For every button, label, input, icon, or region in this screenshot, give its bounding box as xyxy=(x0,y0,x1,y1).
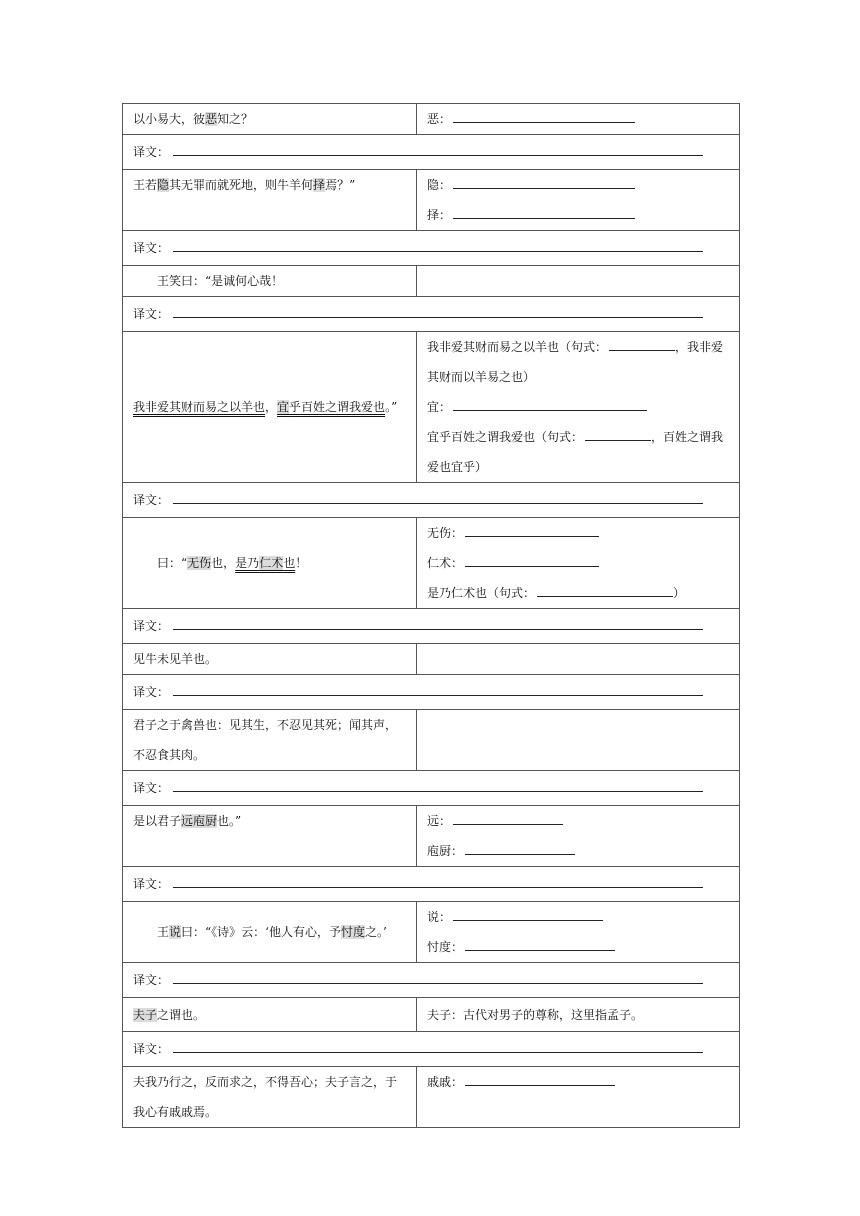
note-cell xyxy=(417,806,740,867)
source-text: 也， xyxy=(211,556,236,570)
translation-row-5 xyxy=(123,609,740,644)
highlighted-word: 无伤 xyxy=(187,556,212,570)
note-cell-empty xyxy=(417,644,740,675)
translation-row-1 xyxy=(123,135,740,170)
translation-cell xyxy=(123,231,740,266)
note-cell xyxy=(417,518,740,609)
answer-blank[interactable] xyxy=(453,208,635,219)
source-text: 以小易大，彼 xyxy=(133,112,206,126)
source-cell xyxy=(123,104,417,135)
note-label: 仁术： xyxy=(427,556,464,570)
translation-answer-line[interactable] xyxy=(173,619,703,630)
note-label: 说： xyxy=(427,910,452,924)
answer-blank[interactable] xyxy=(465,1075,615,1086)
answer-blank[interactable] xyxy=(453,178,635,189)
source-row-7 xyxy=(123,710,740,771)
answer-blank[interactable] xyxy=(537,586,673,597)
answer-blank[interactable] xyxy=(609,340,675,351)
note-text: 我非爱其财而易之以羊也（句式： xyxy=(427,340,608,354)
underlined-sentence: 乎百姓之谓我爱也 xyxy=(289,400,386,414)
source-cell xyxy=(123,998,417,1032)
answer-blank[interactable] xyxy=(453,814,563,825)
highlighted-word: 说 xyxy=(169,925,182,939)
source-text: 。” xyxy=(385,400,398,414)
answer-blank[interactable] xyxy=(465,844,575,855)
source-row-10 xyxy=(123,998,740,1032)
source-text: 夫我乃行之，反而求之，不得吾心；夫子言之，于我心有戚戚焉。 xyxy=(133,1075,398,1119)
source-text: 曰：“《诗》云：‘他人有心，予 xyxy=(181,925,341,939)
answer-blank[interactable] xyxy=(585,430,651,441)
source-text: 也。” xyxy=(217,814,242,828)
source-row-9 xyxy=(123,902,740,963)
translation-cell xyxy=(123,771,740,806)
answer-blank[interactable] xyxy=(453,910,603,921)
source-text: 王若 xyxy=(133,178,158,192)
note-text: ，百姓之谓我爱也宜乎） xyxy=(427,430,724,474)
translation-label: 译文： xyxy=(133,877,170,891)
translation-label: 译文： xyxy=(133,781,170,795)
source-cell xyxy=(123,902,417,963)
note-label: 恶： xyxy=(427,112,452,126)
translation-cell xyxy=(123,483,740,518)
source-cell xyxy=(123,1067,417,1128)
note-label: 庖厨： xyxy=(427,844,464,858)
note-text: 夫子：古代对男子的尊称，这里指孟子。 xyxy=(427,1007,644,1022)
source-text: ！ xyxy=(295,556,308,570)
source-text: 之。’ xyxy=(365,925,387,939)
source-cell xyxy=(123,710,417,771)
note-cell xyxy=(417,998,740,1032)
highlighted-word: 忖 xyxy=(340,925,353,939)
source-row-5 xyxy=(123,518,740,609)
answer-blank[interactable] xyxy=(453,112,635,123)
answer-blank[interactable] xyxy=(465,556,599,567)
highlighted-word: 择 xyxy=(313,178,326,192)
translation-row-10 xyxy=(123,1032,740,1067)
translation-row-2 xyxy=(123,231,740,266)
translation-cell xyxy=(123,609,740,644)
translation-cell xyxy=(123,675,740,710)
underlined-sentence: 是乃 xyxy=(235,556,260,570)
underlined-sentence: 我非爱其财而易之以羊也 xyxy=(133,400,266,414)
note-cell xyxy=(417,902,740,963)
note-label: 隐： xyxy=(427,178,452,192)
source-text: 见牛未见羊也。 xyxy=(133,652,218,666)
translation-cell xyxy=(123,867,740,902)
note-cell-empty xyxy=(417,710,740,771)
source-text: ， xyxy=(265,400,278,414)
highlighted-word: 仁术 xyxy=(259,556,284,570)
note-cell xyxy=(417,332,740,483)
highlighted-word: 度 xyxy=(353,925,366,939)
translation-label: 译文： xyxy=(133,1042,170,1056)
source-text: 知之？ xyxy=(217,112,254,126)
answer-blank[interactable] xyxy=(465,940,615,951)
source-cell xyxy=(123,644,417,675)
source-row-1 xyxy=(123,104,740,135)
note-text: ） xyxy=(673,586,686,600)
translation-label: 译文： xyxy=(133,619,170,633)
source-cell xyxy=(123,806,417,867)
note-text: 宜乎百姓之谓我爱也（句式： xyxy=(427,430,584,444)
highlighted-word: 宜 xyxy=(277,400,290,414)
translation-answer-line[interactable] xyxy=(173,877,703,888)
source-text: 焉？” xyxy=(325,178,356,192)
source-row-11 xyxy=(123,1067,740,1128)
note-cell-empty xyxy=(417,266,740,297)
source-text: 曰：“ xyxy=(157,556,188,570)
highlighted-word: 远 xyxy=(181,814,194,828)
translation-answer-line[interactable] xyxy=(173,1042,703,1053)
translation-row-4 xyxy=(123,483,740,518)
translation-answer-line[interactable] xyxy=(173,685,703,696)
translation-cell xyxy=(123,297,740,332)
translation-cell xyxy=(123,963,740,998)
source-text: 王 xyxy=(157,925,170,939)
source-row-2 xyxy=(123,170,740,231)
note-cell xyxy=(417,170,740,231)
translation-label: 译文： xyxy=(133,241,170,255)
source-row-6 xyxy=(123,644,740,675)
note-label: 无伤： xyxy=(427,526,464,540)
translation-label: 译文： xyxy=(133,973,170,987)
note-label: 择： xyxy=(427,208,452,222)
source-row-8 xyxy=(123,806,740,867)
translation-label: 译文： xyxy=(133,493,170,507)
source-text: 君子之于禽兽也：见其生，不忍见其死；闻其声，不忍食其肉。 xyxy=(133,718,398,762)
translation-row-7 xyxy=(123,771,740,806)
highlighted-word: 恶 xyxy=(205,112,218,126)
translation-answer-line[interactable] xyxy=(173,307,703,318)
translation-cell xyxy=(123,1032,740,1067)
highlighted-word: 庖厨 xyxy=(193,814,218,828)
source-text: 是以君子 xyxy=(133,814,182,828)
source-text: 王笑曰：“是诚何心哉！ xyxy=(157,274,284,288)
answer-blank[interactable] xyxy=(465,526,599,537)
source-text: 其无罪而就死地，则牛羊何 xyxy=(169,178,314,192)
translation-row-3 xyxy=(123,297,740,332)
translation-row-9 xyxy=(123,963,740,998)
translation-answer-line[interactable] xyxy=(173,781,703,792)
translation-answer-line[interactable] xyxy=(173,145,703,156)
source-cell xyxy=(123,518,417,609)
translation-answer-line[interactable] xyxy=(173,493,703,504)
translation-answer-line[interactable] xyxy=(173,973,703,984)
translation-cell xyxy=(123,135,740,170)
source-cell xyxy=(123,266,417,297)
underlined-sentence: 也 xyxy=(283,556,296,570)
note-cell xyxy=(417,104,740,135)
translation-row-6 xyxy=(123,675,740,710)
source-cell xyxy=(123,170,417,231)
translation-worksheet-table xyxy=(122,103,740,1128)
translation-label: 译文： xyxy=(133,145,170,159)
note-label: 宜： xyxy=(427,400,452,414)
translation-label: 译文： xyxy=(133,685,170,699)
highlighted-word: 夫子 xyxy=(133,1007,158,1022)
note-cell xyxy=(417,1067,740,1128)
note-label: 远： xyxy=(427,814,452,828)
translation-label: 译文： xyxy=(133,307,170,321)
translation-row-8 xyxy=(123,867,740,902)
source-row-3 xyxy=(123,266,740,297)
source-row-4 xyxy=(123,332,740,483)
source-text: 之谓也。 xyxy=(157,1007,206,1022)
translation-answer-line[interactable] xyxy=(173,241,703,252)
note-label: 戚戚： xyxy=(427,1075,464,1089)
source-cell xyxy=(123,332,417,483)
note-text: 是乃仁术也（句式： xyxy=(427,586,536,600)
answer-blank[interactable] xyxy=(453,400,647,411)
highlighted-word: 隐 xyxy=(157,178,170,192)
note-text: ，我非爱其财而以羊易之也） xyxy=(427,340,724,384)
note-label: 忖度： xyxy=(427,940,464,954)
